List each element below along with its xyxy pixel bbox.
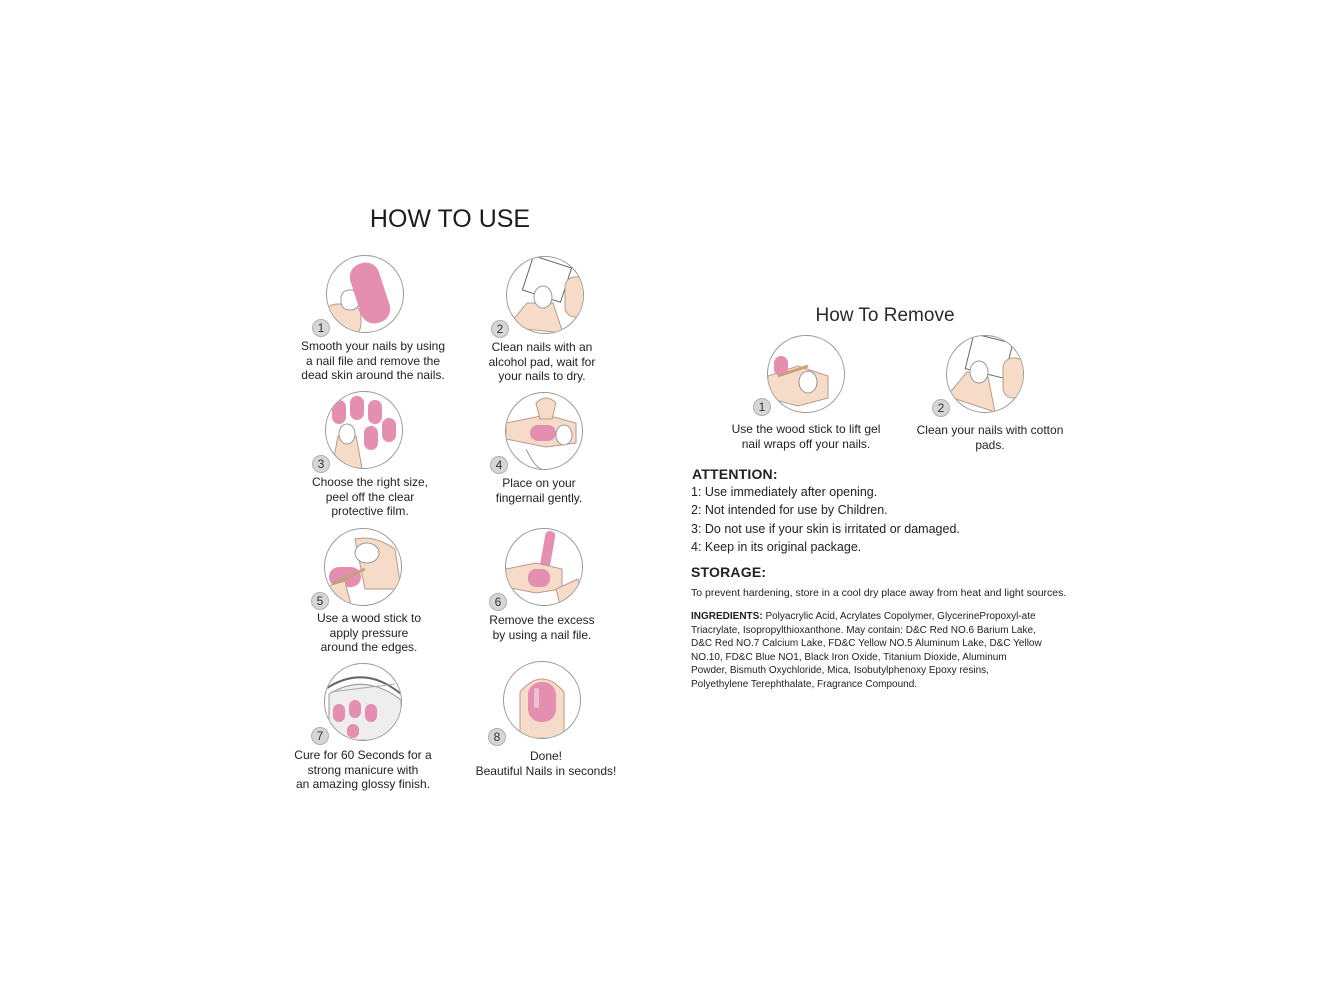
- step-6-number: 6: [489, 593, 507, 611]
- step-1-number: 1: [312, 319, 330, 337]
- step-4-number: 4: [490, 456, 508, 474]
- step-5-wood-stick-illustration: [324, 528, 402, 606]
- step-6-file-excess-illustration: [505, 528, 583, 606]
- step-4-caption: Place on your fingernail gently.: [495, 476, 583, 505]
- how-to-use-title: HOW TO USE: [369, 205, 531, 233]
- step-5-caption: Use a wood stick to apply pressure around the edges.: [316, 611, 422, 654]
- step-7-caption: Cure for 60 Seconds for a strong manicure with an amazing glossy finish.: [294, 748, 432, 791]
- storage-heading: STORAGE:: [691, 564, 767, 580]
- ingredients-text: Polyacrylic Acid, Acrylates Copolymer, GlycerinePropoxyl-ate Triacrylate, Isopropylthioxanthone. May contain: D&C Red NO.6 Barium Lake, D&C Red NO.7 Calcium Lake, FD&C Yellow NO.5 Aluminum Lake, D&C Yellow NO.10, FD&C Blue NO1, Black Iron Oxide, Titanium Dioxide, Aluminum Powder, Bismuth Oxychloride, Mica, Isobutylphenoxy Epoxy resins, Polyethylene Terephthalate, Fragrance Compound.: [691, 611, 1042, 690]
- step-3-nail-tips-illustration: [325, 391, 403, 469]
- remove-step-2-cotton-pad-illustration: [946, 335, 1024, 413]
- ingredients-label: INGREDIENTS:: [691, 611, 763, 622]
- attention-heading: ATTENTION:: [692, 466, 778, 482]
- step-7-number: 7: [311, 727, 329, 745]
- attention-item: 4: Keep in its original package.: [691, 540, 862, 554]
- step-3-number: 3: [312, 455, 330, 473]
- step-7-uv-lamp-illustration: [324, 663, 402, 741]
- remove-step-2-number: 2: [932, 399, 950, 417]
- step-2-caption: Clean nails with an alcohol pad, wait for your nails to dry.: [488, 340, 596, 383]
- attention-item: 1: Use immediately after opening.: [691, 485, 878, 499]
- step-1-nail-file-illustration: [326, 255, 404, 333]
- remove-step-1-lift-illustration: [767, 335, 845, 413]
- step-3-caption: Choose the right size, peel off the clear protective film.: [311, 475, 429, 518]
- step-6-caption: Remove the excess by using a nail file.: [489, 613, 595, 642]
- attention-item: 2: Not intended for use by Children.: [691, 503, 888, 517]
- step-2-alcohol-pad-illustration: [506, 256, 584, 334]
- remove-step-2-caption: Clean your nails with cotton pads.: [916, 423, 1064, 452]
- how-to-remove-title: How To Remove: [815, 305, 955, 326]
- storage-text: To prevent hardening, store in a cool dry place away from heat and light sources.: [691, 587, 1067, 599]
- remove-step-1-number: 1: [753, 398, 771, 416]
- remove-step-1-caption: Use the wood stick to lift gel nail wraps off your nails.: [731, 422, 881, 451]
- attention-item: 3: Do not use if your skin is irritated or damaged.: [691, 522, 960, 536]
- step-8-number: 8: [488, 728, 506, 746]
- ingredients-block: [691, 610, 1043, 692]
- step-5-number: 5: [311, 592, 329, 610]
- step-8-caption: Done! Beautiful Nails in seconds!: [475, 749, 617, 778]
- step-2-number: 2: [491, 320, 509, 338]
- step-1-caption: Smooth your nails by using a nail file and remove the dead skin around the nails.: [300, 339, 446, 382]
- step-4-apply-nail-illustration: [505, 392, 583, 470]
- step-8-finished-nail-illustration: [503, 661, 581, 739]
